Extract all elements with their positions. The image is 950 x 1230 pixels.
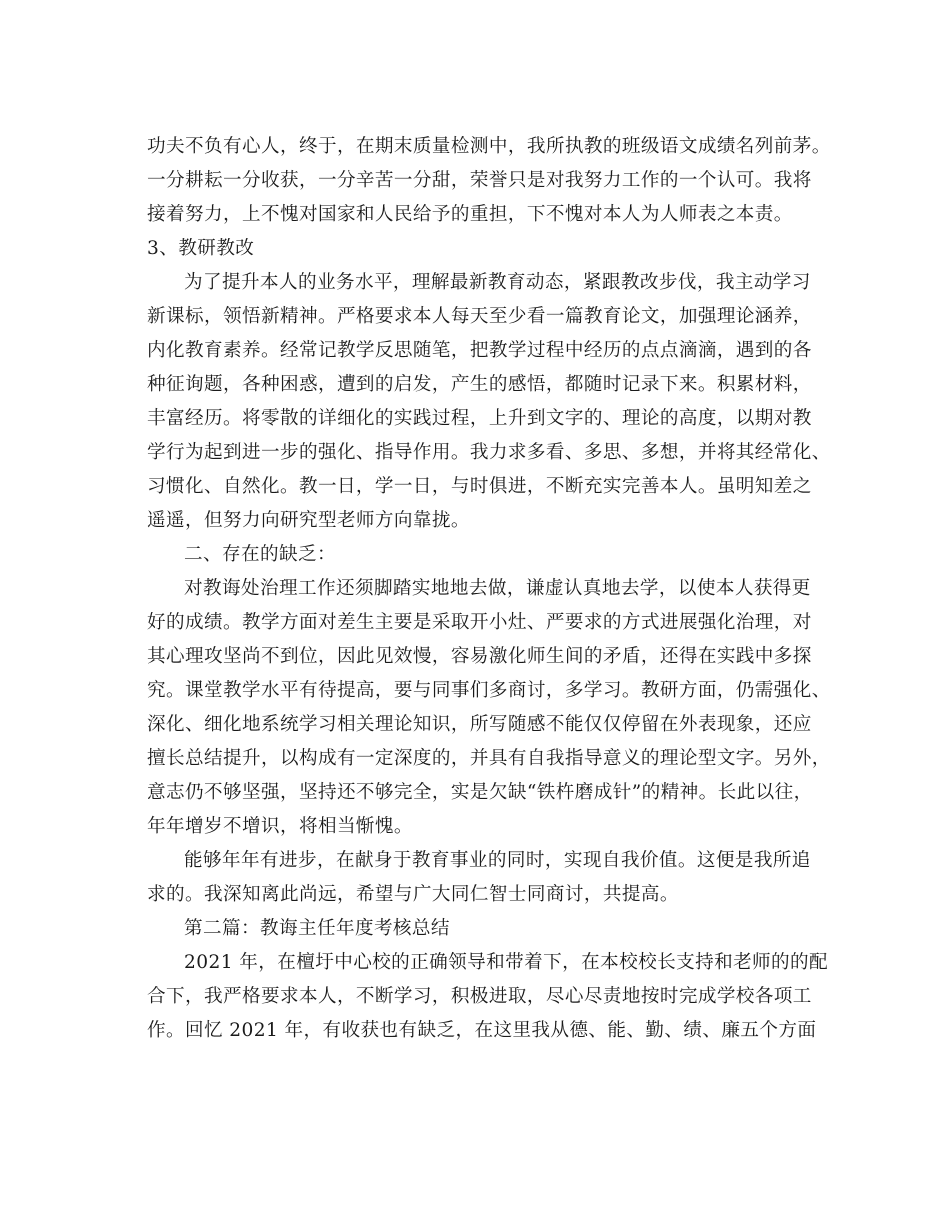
text-line: 习惯化、自然化。教一日，学一日，与时俱进，不断充实完善本人。虽明知差之 (147, 476, 812, 497)
text-line: 好的成绩。教学方面对差生主要是采取开小灶、严要求的方式进展强化治理，对 (147, 612, 812, 633)
text-line: 究。课堂教学水平有待提高，要与同事们多商讨，多学习。教研方面，仍需强化、 (147, 680, 831, 701)
text-line: 3、教研教改 (147, 238, 255, 259)
text-line: 2021 年，在檀圩中心校的正确领导和带着下，在本校校长支持和老师的的配 (184, 952, 829, 973)
text-line: 求的。我深知离此尚远，希望与广大同仁智士同商讨，共提高。 (147, 884, 679, 905)
text-line: 第二篇：教诲主任年度考核总结 (184, 918, 450, 939)
text-line: 接着努力，上不愧对国家和人民给予的重担，下不愧对本人为人师表之本责。 (147, 204, 793, 225)
text-line: 其心理攻坚尚不到位，因此见效慢，容易激化师生间的矛盾，还得在实践中多探 (147, 646, 812, 667)
text-line: 擅长总结提升，以构成有一定深度的，并具有自我指导意义的理论型文字。另外， (147, 748, 831, 769)
text-line: 种征询题，各种困惑，遭到的启发，产生的感悟，都随时记录下来。积累材料， (147, 374, 812, 395)
text-line: 意志仍不够坚强，坚持还不够完全，实是欠缺“铁杵磨成针”的精神。长此以往， (147, 782, 813, 803)
text-line: 对教诲处治理工作还须脚踏实地地去做，谦虚认真地去学，以使本人获得更 (184, 578, 811, 599)
text-line: 丰富经历。将零散的详细化的实践过程，上升到文字的、理论的高度，以期对教 (147, 408, 812, 429)
text-line: 二、存在的缺乏： (184, 544, 336, 565)
document-body (147, 130, 831, 1048)
text-line: 为了提升本人的业务水平，理解最新教育动态，紧跟教改步伐，我主动学习 (184, 272, 811, 293)
text-line: 一分耕耘一分收获，一分辛苦一分甜，荣誉只是对我努力工作的一个认可。我将 (147, 170, 812, 191)
text-line: 功夫不负有心人，终于，在期末质量检测中，我所执教的班级语文成绩名列前茅。 (147, 136, 831, 157)
text-line: 合下，我严格要求本人，不断学习，积极进取，尽心尽责地按时完成学校各项工 (147, 986, 812, 1007)
text-line: 新课标，领悟新精神。严格要求本人每天至少看一篇教育论文，加强理论涵养， (147, 306, 812, 327)
text-line: 能够年年有进步，在献身于教育事业的同时，实现自我价值。这便是我所追 (184, 850, 811, 871)
text-line: 遥遥，但努力向研究型老师方向靠拢。 (147, 510, 470, 531)
text-line: 年年增岁不增识，将相当惭愧。 (147, 816, 413, 837)
text-line: 深化、细化地系统学习相关理论知识，所写随感不能仅仅停留在外表现象，还应 (147, 714, 812, 735)
text-line: 学行为起到进一步的强化、指导作用。我力求多看、多思、多想，并将其经常化、 (147, 442, 831, 463)
text-line: 作。回忆 2021 年，有收获也有缺乏，在这里我从德、能、勤、绩、廉五个方面 (147, 1020, 817, 1041)
text-line: 内化教育素养。经常记教学反思随笔，把教学过程中经历的点点滴滴，遇到的各 (147, 340, 812, 361)
